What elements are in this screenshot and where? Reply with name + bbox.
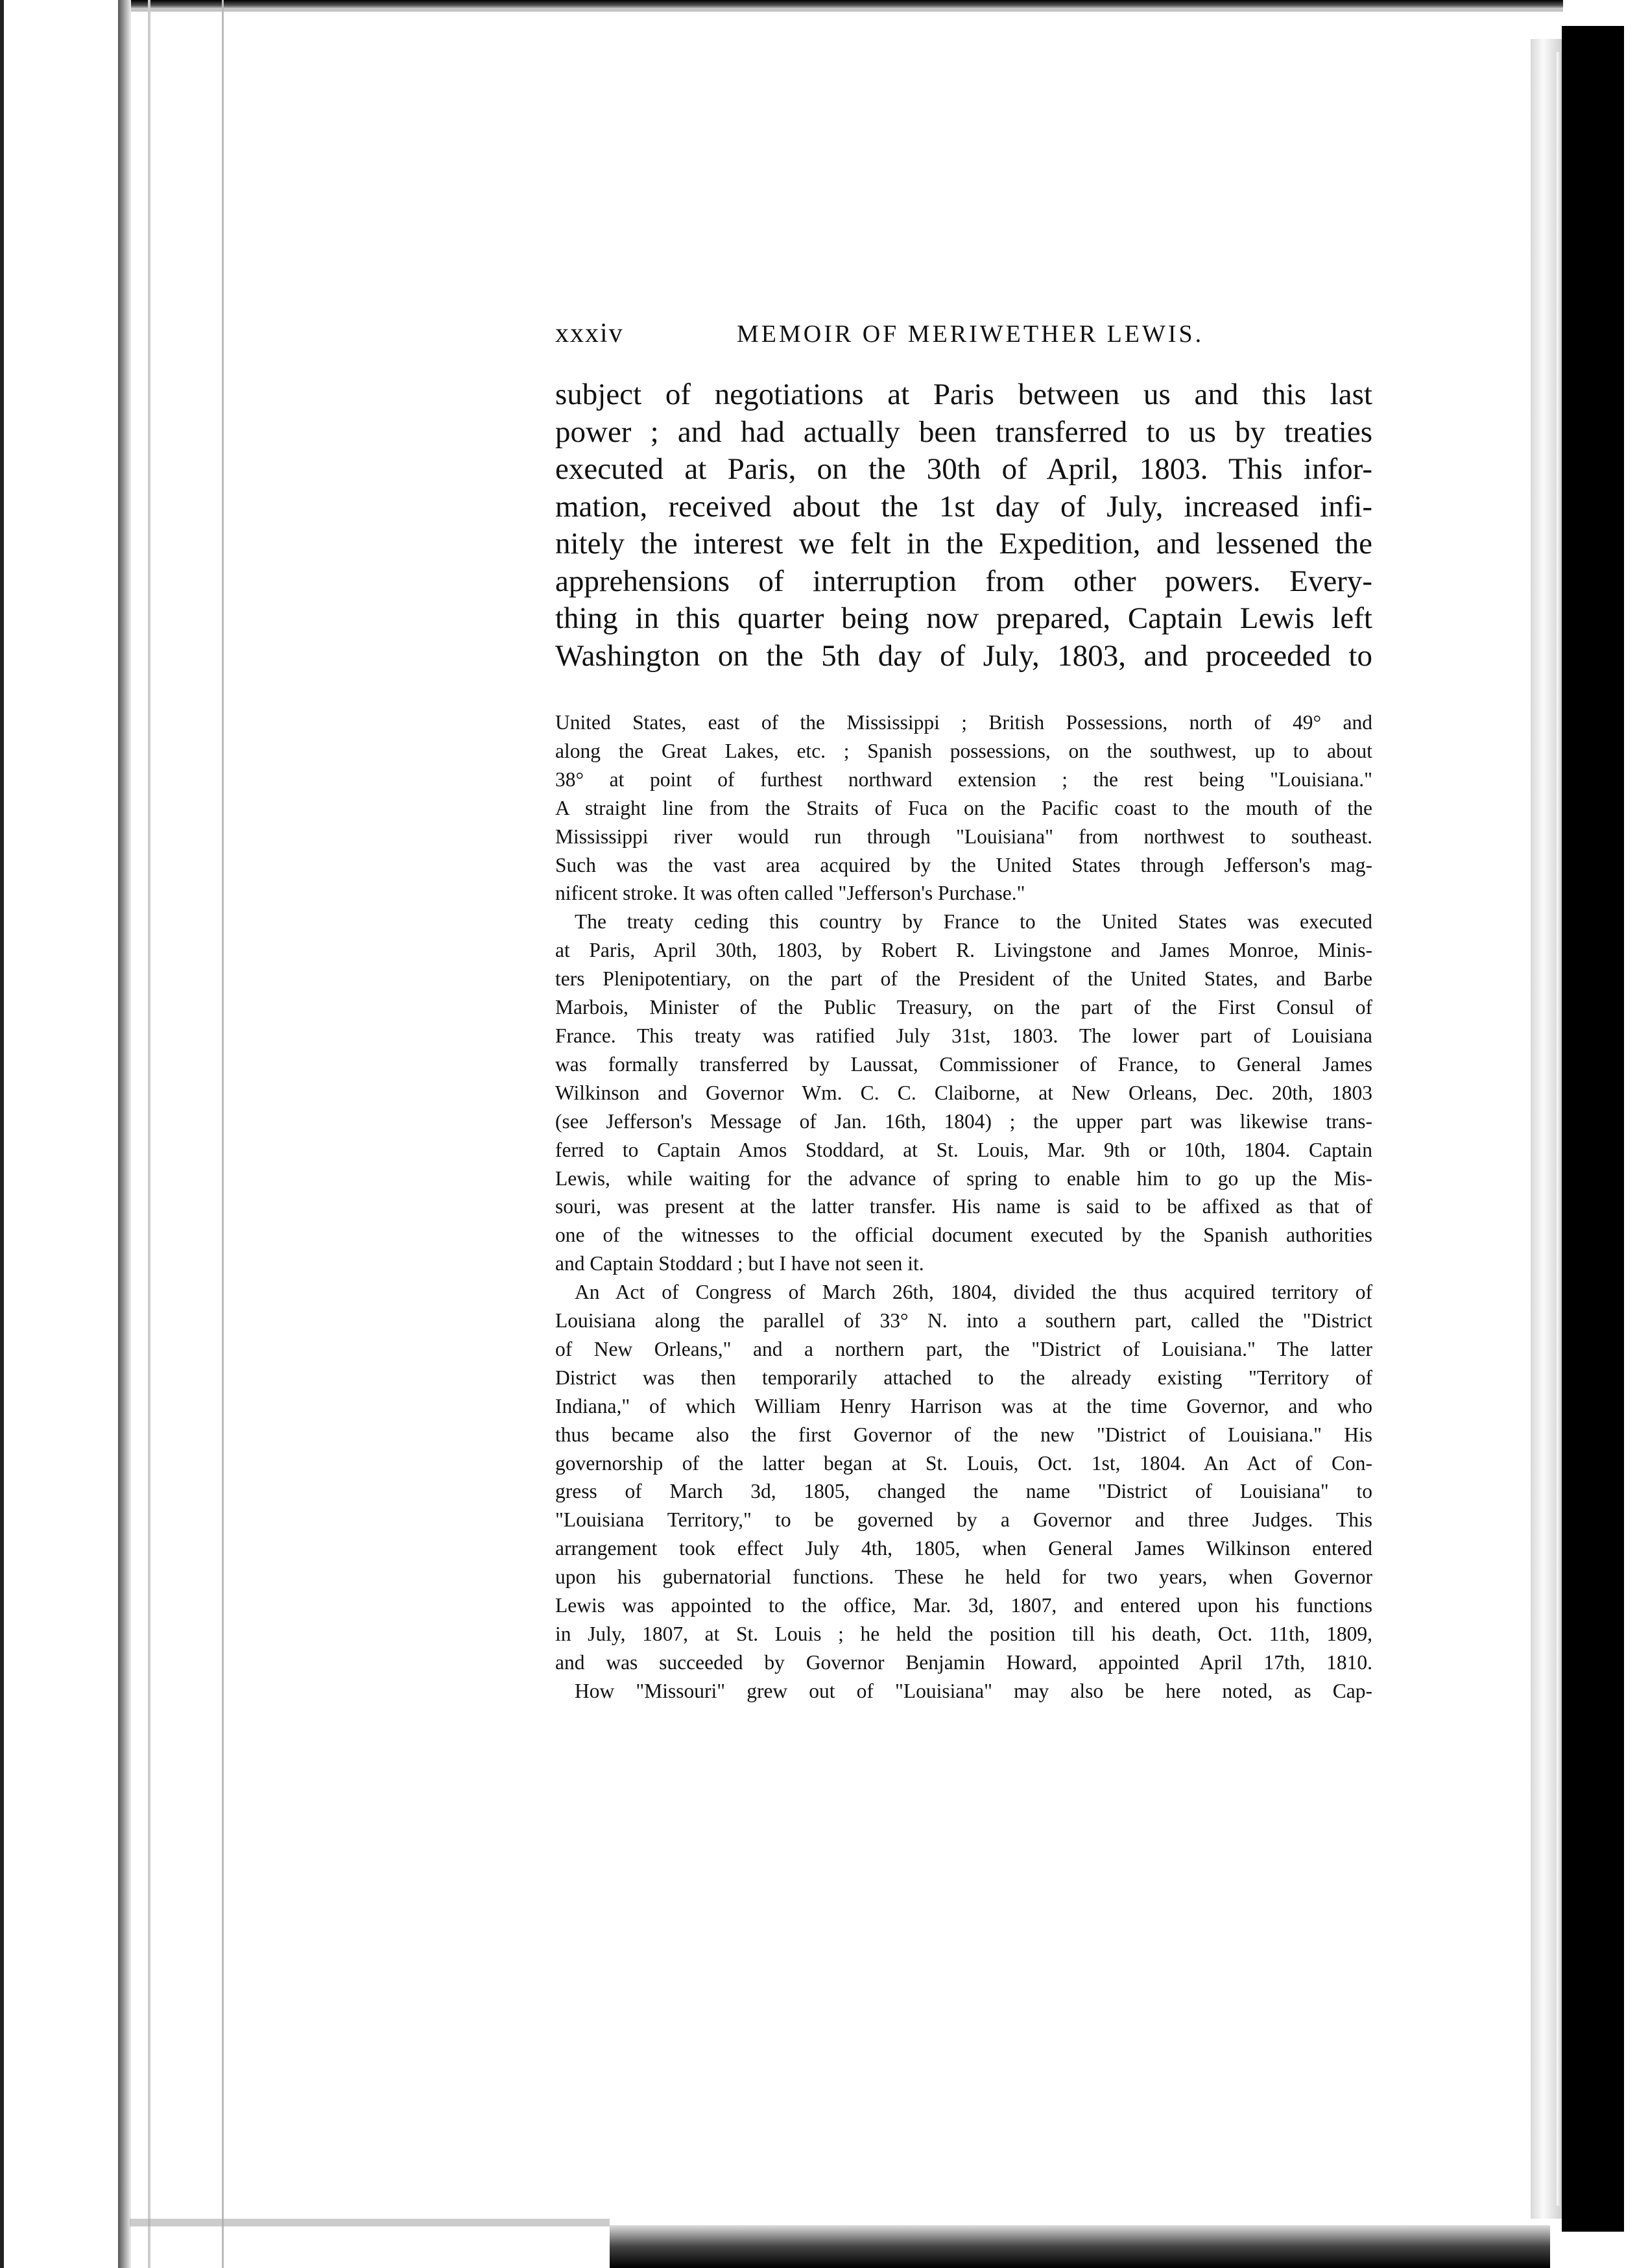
main-text-line: subject of negotiations at Paris between us and this last (555, 378, 1372, 411)
footnote-line: An Act of Congress of March 26th, 1804, divided the thus acquired territory of (575, 1281, 1372, 1304)
footnote-line: gress of March 3d, 1805, changed the name "District of Louisiana" to (555, 1480, 1372, 1503)
main-text-line: mation, received about the 1st day of July, increased infi- (555, 489, 1372, 524)
footnote-line: at Paris, April 30th, 1803, by Robert R. Livingstone and James Monroe, Minis- (555, 939, 1372, 962)
main-text-line: apprehensions of interruption from other powers. Every- (555, 564, 1372, 598)
footnote-paragraph (555, 1278, 1372, 1677)
footnote-line: governorship of the latter began at St. Louis, Oct. 1st, 1804. An Act of Con- (555, 1451, 1372, 1475)
footnote-line: upon his gubernatorial functions. These he held for two years, when Governor (555, 1565, 1372, 1589)
footnote-line: District was then temporarily attached to the already existing "Territory of (555, 1366, 1372, 1389)
footnote-line: nificent stroke. It was often called "Jefferson's Purchase." (555, 882, 1025, 905)
footnote-line: United States, east of the Mississippi ; British Possessions, north of 49° and (555, 711, 1372, 734)
footnote-line: (see Jefferson's Message of Jan. 16th, 1804) ; the upper part was likewise trans- (555, 1109, 1372, 1133)
scan-left-page-line (222, 0, 224, 2268)
scan-top-edge (130, 0, 1563, 9)
scan-bottom-edge (610, 2225, 1550, 2268)
page-header (555, 318, 1372, 370)
footnote-line: ters Plenipotentiary, on the part of the President of the United States, and Barbe (555, 967, 1372, 991)
scan-left-page-line (148, 0, 150, 2268)
footnote-paragraph (555, 908, 1372, 1278)
footnote-line: Such was the vast area acquired by the United States through Jefferson's mag- (555, 853, 1372, 876)
footnote-line: Wilkinson and Governor Wm. C. C. Claiborne, at New Orleans, Dec. 20th, 1803 (555, 1081, 1372, 1104)
footnote-line: arrangement took effect July 4th, 1805, when General James Wilkinson entered (555, 1537, 1372, 1560)
main-text-line: thing in this quarter being now prepared, Captain Lewis left (555, 601, 1372, 635)
footnote-line: The treaty ceding this country by France to the United States was executed (575, 910, 1372, 934)
footnote-line: in July, 1807, at St. Louis ; he held the position till his death, Oct. 11th, 1809, (555, 1623, 1372, 1645)
footnote-line: and Captain Stoddard ; but I have not seen it. (555, 1252, 924, 1275)
footnote-line: Louisiana along the parallel of 33° N. into a southern part, called the "District (555, 1309, 1372, 1333)
footnote-line: Mississippi river would run through "Louisiana" from northwest to southeast. (555, 825, 1372, 848)
footnote-line: Lewis, while waiting for the advance of spring to enable him to go up the Mis- (555, 1166, 1372, 1190)
main-text-line: nitely the interest we felt in the Expedition, and lessened the (555, 527, 1372, 561)
footnote-line: Lewis was appointed to the office, Mar. 3d, 1807, and entered upon his functions (555, 1594, 1372, 1617)
scan-bottom-edge-shadow (130, 2219, 610, 2226)
scan-left-page-edges (118, 0, 131, 2268)
footnote-paragraph (555, 1677, 1372, 1706)
main-text-line: executed at Paris, on the 30th of April, 1803. This infor- (555, 452, 1372, 486)
running-title: MEMOIR OF MERIWETHER LEWIS. (737, 320, 1204, 348)
scan-right-border (1562, 26, 1624, 2232)
scan-top-edge-shadow (130, 9, 1563, 12)
main-text (555, 376, 1372, 675)
book-page (555, 318, 1372, 1706)
main-text-line: power ; and had actually been transferred to us by treaties (555, 415, 1372, 449)
footnote-line: was formally transferred by Laussat, Commissioner of France, to General James (555, 1052, 1372, 1076)
footnote-line: A straight line from the Straits of Fuca on the Pacific coast to the mouth of the (555, 796, 1372, 819)
main-text-line: Washington on the 5th day of July, 1803, and proceeded to (555, 638, 1372, 673)
footnote-line: one of the witnesses to the official document executed by the Spanish authorities (555, 1224, 1372, 1247)
footnote-line: Indiana," of which William Henry Harrison was at the time Governor, and who (555, 1394, 1372, 1418)
footnote-line: along the Great Lakes, etc. ; Spanish possessions, on the southwest, up to about (555, 739, 1372, 762)
footnote-paragraph (555, 708, 1372, 908)
footnote-line: 38° at point of furthest northward extension ; the rest being "Louisiana." (555, 767, 1372, 791)
footnote-line: thus became also the first Governor of the new "District of Louisiana." His (555, 1423, 1372, 1446)
footnote (555, 708, 1372, 1706)
footnote-line: and was succeeded by Governor Benjamin Howard, appointed April 17th, 1810. (555, 1650, 1372, 1674)
footnote-line: France. This treaty was ratified July 31st, 1803. The lower part of Louisiana (555, 1024, 1372, 1047)
footnote-line: Marbois, Minister of the Public Treasury, on the part of the First Consul of (555, 996, 1372, 1019)
footnote-line: "Louisiana Territory," to be governed by a Governor and three Judges. This (555, 1508, 1372, 1532)
footnote-line: souri, was present at the latter transfer. His name is said to be affixed as that of (555, 1195, 1372, 1218)
scan-left-edge (0, 0, 4, 2268)
footnote-line: How "Missouri" grew out of "Louisiana" may also be here noted, as Cap- (575, 1679, 1372, 1702)
footnote-line: of New Orleans," and a northern part, the "District of Louisiana." The latter (555, 1337, 1372, 1360)
footnote-line: ferred to Captain Amos Stoddard, at St. Louis, Mar. 9th or 10th, 1804. Captain (555, 1138, 1372, 1161)
page-number: xxxiv (555, 319, 624, 348)
